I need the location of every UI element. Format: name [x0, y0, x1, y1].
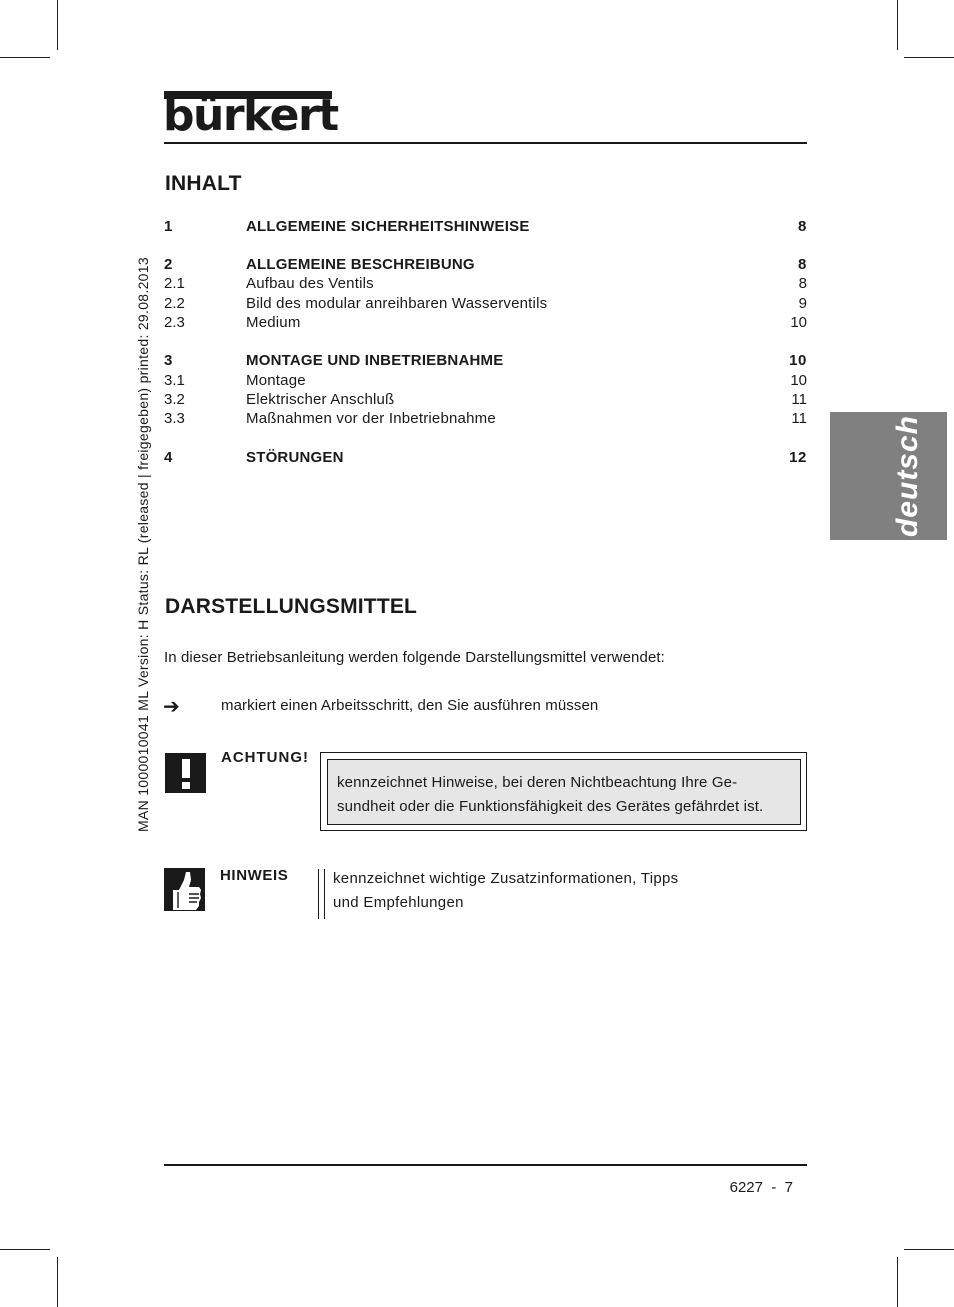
- toc-entry-title: Montage: [246, 372, 306, 389]
- toc-entry-page: 8: [798, 256, 807, 273]
- note-text-line2: und Empfehlungen: [333, 894, 464, 911]
- warning-icon: [165, 753, 206, 793]
- conventions-intro: In dieser Betriebsanleitung werden folgende Darstellungsmittel verwendet:: [164, 649, 665, 666]
- toc-entry: [164, 294, 807, 314]
- page-number: 6227 - 7: [729, 1179, 793, 1196]
- toc-entry: [164, 390, 807, 410]
- crop-mark: [897, 0, 898, 50]
- toc-entry-title: Bild des modular anreihbaren Wasserventils: [246, 295, 548, 312]
- crop-mark: [0, 1249, 50, 1250]
- toc-entry-title: Maßnahmen vor der Inbetriebnahme: [246, 410, 496, 427]
- toc-entry: [164, 313, 807, 333]
- warning-icon-bar: [182, 759, 190, 778]
- warning-icon-dot: [182, 782, 190, 789]
- crop-mark: [57, 0, 58, 50]
- thumbs-up-icon: [164, 868, 205, 911]
- note-rule-right: [324, 869, 325, 919]
- toc-entry-title: ALLGEMEINE SICHERHEITSHINWEISE: [246, 218, 530, 235]
- toc-entry-page: 11: [791, 391, 807, 408]
- logo-text: bürkert: [163, 90, 338, 141]
- crop-mark: [0, 57, 50, 58]
- header-rule: [164, 142, 807, 144]
- language-tab: [830, 412, 947, 540]
- footer-rule: [164, 1164, 807, 1166]
- toc-entry: [164, 274, 807, 294]
- note-rule-left: [318, 869, 319, 919]
- toc-entry-title: ALLGEMEINE BESCHREIBUNG: [246, 256, 475, 273]
- crop-mark: [57, 1257, 58, 1307]
- warning-label: ACHTUNG!: [221, 749, 309, 766]
- toc-entry-page: 11: [791, 410, 807, 427]
- toc-entry: [164, 255, 807, 275]
- arrow-icon: ➔: [163, 694, 180, 718]
- language-tab-label: deutsch: [891, 414, 924, 538]
- toc-entry: [164, 448, 807, 468]
- note-text-line1: kennzeichnet wichtige Zusatzinformationen, Tipps: [333, 870, 679, 887]
- brand-logo: [164, 88, 336, 140]
- arrow-description: markiert einen Arbeitsschritt, den Sie ausführen müssen: [221, 697, 599, 714]
- toc-entry-num: 4: [164, 449, 173, 466]
- toc-entry-page: 9: [798, 295, 807, 312]
- toc-entry: [164, 409, 807, 429]
- document-status-vertical: MAN 1000010041 ML Version: H Status: RL (released | freigegeben) printed: 29.08.2013: [135, 257, 151, 832]
- note-label: HINWEIS: [220, 867, 289, 884]
- toc-entry-num: 3: [164, 352, 173, 369]
- toc-entry-title: STÖRUNGEN: [246, 449, 344, 466]
- toc-entry-num: 3.3: [164, 410, 185, 427]
- warning-text-line1: kennzeichnet Hinweise, bei deren Nichtbeachtung Ihre Ge-: [337, 774, 738, 791]
- conventions-heading: DARSTELLUNGSMITTEL: [165, 595, 418, 618]
- toc-entry-title: Elektrischer Anschluß: [246, 391, 395, 408]
- toc-entry-title: MONTAGE UND INBETRIEBNAHME: [246, 352, 504, 369]
- toc-entry-num: 2: [164, 256, 173, 273]
- warning-box-inner: [327, 759, 801, 825]
- toc-entry-num: 2.3: [164, 314, 185, 331]
- contents-heading: INHALT: [165, 172, 242, 195]
- toc-entry-num: 1: [164, 218, 173, 235]
- warning-box: [320, 752, 807, 831]
- crop-mark: [904, 1249, 954, 1250]
- crop-mark: [897, 1257, 898, 1307]
- toc-entry-num: 3.2: [164, 391, 185, 408]
- toc-entry-page: 10: [789, 352, 807, 369]
- toc-entry: [164, 351, 807, 371]
- toc-entry-page: 10: [790, 372, 807, 389]
- crop-mark: [904, 57, 954, 58]
- toc-entry-num: 3.1: [164, 372, 185, 389]
- toc-entry-page: 12: [789, 449, 807, 466]
- toc-entry-page: 8: [798, 218, 807, 235]
- toc-entry: [164, 371, 807, 391]
- toc-entry-page: 10: [790, 314, 807, 331]
- toc-entry-page: 8: [798, 275, 807, 292]
- toc-entry-num: 2.1: [164, 275, 185, 292]
- toc-entry-num: 2.2: [164, 295, 185, 312]
- toc-entry-title: Aufbau des Ventils: [246, 275, 374, 292]
- warning-text-line2: sundheit oder die Funktionsfähigkeit des Gerätes gefährdet ist.: [337, 798, 764, 815]
- toc-entry: [164, 217, 807, 237]
- toc-entry-title: Medium: [246, 314, 301, 331]
- note-text: [333, 867, 678, 915]
